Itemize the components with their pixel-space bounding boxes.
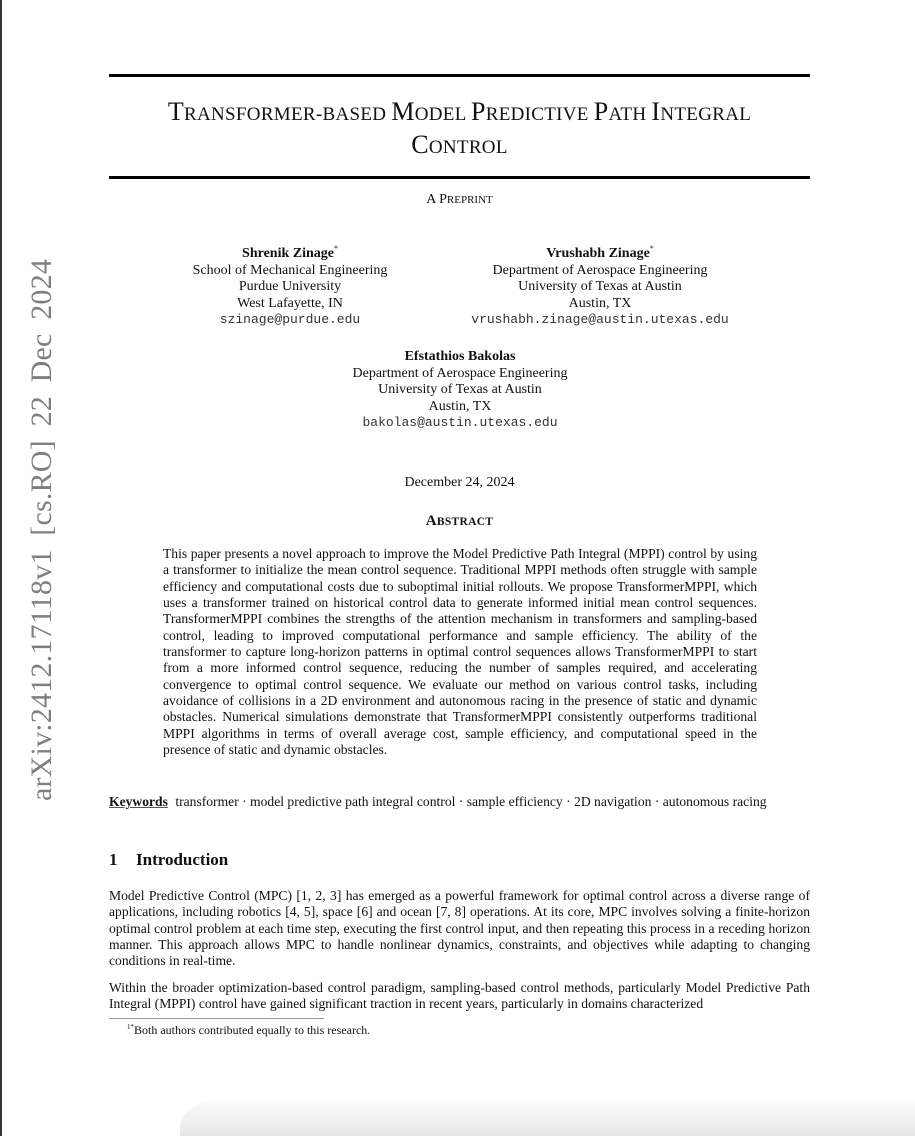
author-location: Austin, TX [428,398,492,414]
page-bottom-shadow [180,1096,915,1136]
title-top-rule [109,74,810,77]
section-heading-introduction [109,850,228,870]
section-title: Introduction [136,850,229,869]
equal-contribution-mark: * [649,244,654,253]
preprint-word-smallcaps: REPRINT [446,194,493,206]
preprint-word: P [439,192,447,207]
author-email[interactable]: szinage@purdue.edu [219,312,361,327]
title-word: I [651,97,661,126]
author-location: West Lafayette, IN [237,295,343,311]
title-word: P [593,97,609,126]
footnote-rule [109,1018,324,1019]
footnote-mark: 1* [127,1023,134,1031]
title-bottom-rule [109,176,810,179]
title-word-smallcaps: ONTROL [428,137,508,158]
body-paragraph: Model Predictive Control (MPC) [1, 2, 3] has emerged as a powerful framework for optimal control across a diverse range of applications, including robotics [4, 5], space [6] and ocean [7, 8] operations. At its core, MPC involves solving a finite-horizon optimal control problem at each time step, executing the first control input, and then repeating this process in a receding horizon manner. This approach allows MPC to handle nonlinear dynamics, constraints, and objectives while adapting to changing conditions in real-time. [109,888,810,969]
author-block [310,349,610,432]
author-name-text: Shrenik Zinage [242,246,334,261]
author-name [440,241,760,263]
author-block [160,241,420,329]
title-word-smallcaps: REDICTIVE [485,104,594,125]
author-institution: University of Texas at Austin [378,382,542,397]
keywords-label: Keywords [109,794,168,809]
arxiv-identifier-stamp: arXiv:2412.17118v1 [cs.RO] 22 Dec 2024 [25,258,58,802]
author-email[interactable]: vrushabh.zinage@austin.utexas.edu [471,312,729,327]
paper-date: December 24, 2024 [404,475,515,490]
author-name [310,349,610,366]
author-affiliation: Department of Aerospace Engineering [492,262,708,278]
abstract-text: This paper presents a novel approach to improve the Model Predictive Path Integral (MPPI) control by using a transformer to initialize the mean control sequence. Traditional MPPI methods often struggle with sample efficiency and computational costs due to suboptimal initial rollouts. We propose TransformerMPPI, which uses a transformer trained on historical control data to generate informed initial mean control sequences. TransformerMPPI combines the strengths of the attention mechanism in transformers and sampling-based control, leading to improved computational performance and sample efficiency. The ability of the transformer to capture long-horizon patterns in optimal control sequences allows TransformerMPPI to start from a more informed control sequence, reducing the number of samples required, and accelerating convergence to optimal control sequence. We evaluate our method on various control tasks, including avoidance of collisions in a 2D environment and autonomous racing in the presence of static and dynamic obstacles. Numerical simulations demonstrate that TransformerMPPI consistently outperforms traditional MPPI algorithms in terms of overall average cost, sample efficiency, and computational speed in the presence of static and dynamic obstacles. [163,546,757,758]
preprint-label [109,192,810,208]
title-word-smallcaps: NTEGRAL [660,104,752,125]
author-location: Austin, TX [568,295,632,311]
title-word: T [167,97,185,126]
author-affiliation: Department of Aerospace Engineering [352,365,568,381]
abstract-heading [109,513,810,530]
paper-title [109,97,810,163]
author-affiliation: School of Mechanical Engineering [192,262,388,278]
author-name [160,241,420,263]
title-word: M [391,97,415,126]
footnote-text: Both authors contributed equally to this research. [134,1023,371,1037]
keywords [109,793,810,810]
section-number: 1 [109,850,118,869]
preprint-word: A [426,192,440,207]
title-word-smallcaps: RANSFORMER-BASED [184,104,392,125]
author-email[interactable]: bakolas@austin.utexas.edu [362,415,558,430]
footnote [127,1023,370,1038]
title-word: P [470,97,486,126]
title-line-1 [109,97,810,130]
title-word-smallcaps: ATH [608,104,652,125]
title-word: C [411,130,429,159]
author-block [440,241,760,329]
author-institution: Purdue University [238,279,342,294]
page-left-border [0,0,2,1136]
author-name-text: Efstathios Bakolas [404,349,516,364]
abstract-heading-smallcaps: BSTRACT [436,516,494,528]
abstract-heading-cap: A [425,513,437,529]
author-name-text: Vrushabh Zinage [546,246,650,261]
body-paragraph: Within the broader optimization-based control paradigm, sampling-based control methods, particularly Model Predictive Path Integral (MPPI) control have gained significant traction in recent years, particularly in domains characterized [109,980,810,1012]
keywords-list: transformer · model predictive path integral control · sample efficiency · 2D navigation · autonomous racing [175,794,767,809]
author-institution: University of Texas at Austin [518,279,682,294]
equal-contribution-mark: * [333,244,338,253]
title-word-smallcaps: ODEL [414,104,471,125]
title-line-2 [109,130,810,163]
